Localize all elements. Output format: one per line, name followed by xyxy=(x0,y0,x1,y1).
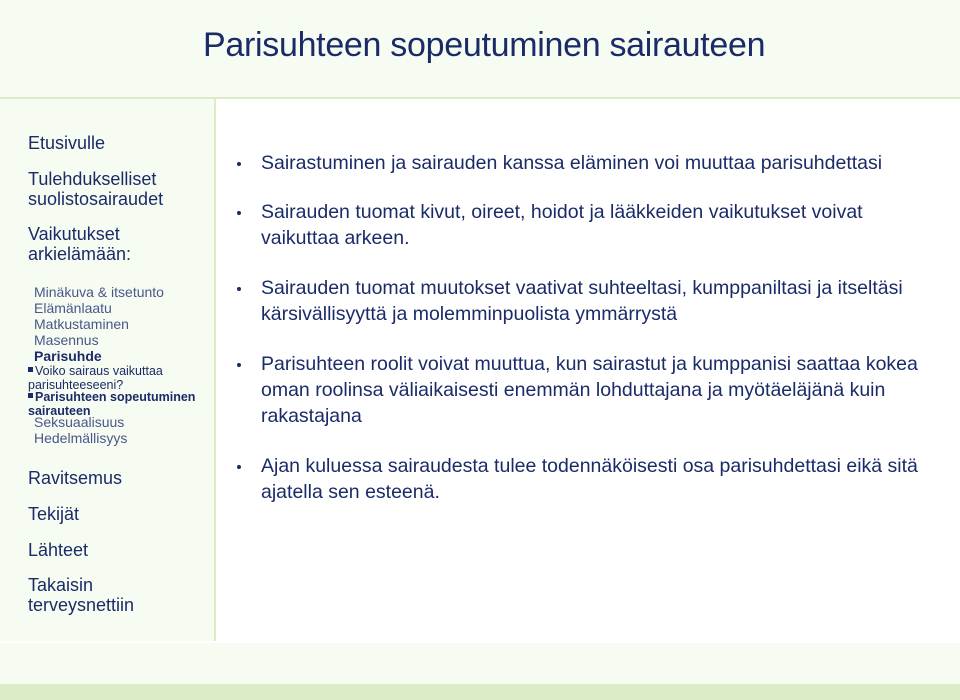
sidebar-subitem-sopeutuminen[interactable]: Parisuhteen sopeutuminen sairauteen xyxy=(28,390,196,418)
bullet-dot-icon xyxy=(237,211,241,215)
sidebar-item-seksuaalisuus[interactable]: Seksuaalisuus xyxy=(34,414,125,430)
sidebar-item-vaikutukset[interactable]: Vaikutukset arkielämään: xyxy=(28,224,132,264)
sidebar-item-hedelmallisyys[interactable]: Hedelmällisyys xyxy=(34,430,128,446)
header xyxy=(0,0,960,99)
footer-strip xyxy=(0,684,960,700)
page-title: Parisuhteen sopeutuminen sairauteen xyxy=(203,26,766,64)
sidebar-item-parisuhde[interactable]: Parisuhde xyxy=(34,348,102,364)
sidebar-item-takaisin[interactable]: Takaisin terveysnettiin xyxy=(28,575,135,615)
sidebar-item-etusivulle[interactable]: Etusivulle xyxy=(28,133,106,153)
sidebar-item-minakuva[interactable]: Minäkuva & itsetunto xyxy=(34,284,164,300)
bullet-dot-icon xyxy=(237,287,241,291)
square-bullet-icon xyxy=(28,367,33,372)
bullet-dot-icon xyxy=(237,465,241,469)
sidebar-item-elamanlaatu[interactable]: Elämänlaatu xyxy=(34,300,112,316)
sidebar-item-lahteet[interactable]: Lähteet xyxy=(28,540,89,560)
square-bullet-icon xyxy=(28,393,33,398)
list-item: Ajan kuluessa sairaudesta tulee todennäköisesti osa parisuhdettasi eikä sitä ajatella sen esteenä. xyxy=(236,453,946,505)
list-item: Sairauden tuomat kivut, oireet, hoidot ja lääkkeiden vaikutukset voivat vaikuttaa arkeen. xyxy=(236,199,946,251)
list-item: Sairastuminen ja sairauden kanssa eläminen voi muuttaa parisuhdettasi xyxy=(236,150,946,176)
list-item: Sairauden tuomat muutokset vaativat suhteeltasi, kumppaniltasi ja itseltäsi kärsivällisyyttä ja molemminpuolista ymmärrystä xyxy=(236,275,946,327)
sidebar-item-ravitsemus[interactable]: Ravitsemus xyxy=(28,468,123,488)
bullet-dot-icon xyxy=(237,363,241,367)
sidebar-item-masennus[interactable]: Masennus xyxy=(34,332,99,348)
sidebar-item-tulehdukselliset[interactable]: Tulehdukselliset suolistosairaudet xyxy=(28,169,164,209)
sidebar-item-tekijat[interactable]: Tekijät xyxy=(28,504,80,524)
content-list xyxy=(236,150,946,505)
sidebar-subitem-voiko[interactable]: Voiko sairaus vaikuttaa parisuhteeseeni? xyxy=(28,364,163,392)
sidebar-item-matkustaminen[interactable]: Matkustaminen xyxy=(34,316,129,332)
sidebar xyxy=(0,99,216,641)
footer-band xyxy=(0,643,960,684)
list-item: Parisuhteen roolit voivat muuttua, kun sairastut ja kumppanisi saattaa kokea oman roolinsa väliaikaisesti enemmän lohduttajana ja myötäeläjänä kuin rakastajana xyxy=(236,351,946,429)
bullet-dot-icon xyxy=(237,162,241,166)
